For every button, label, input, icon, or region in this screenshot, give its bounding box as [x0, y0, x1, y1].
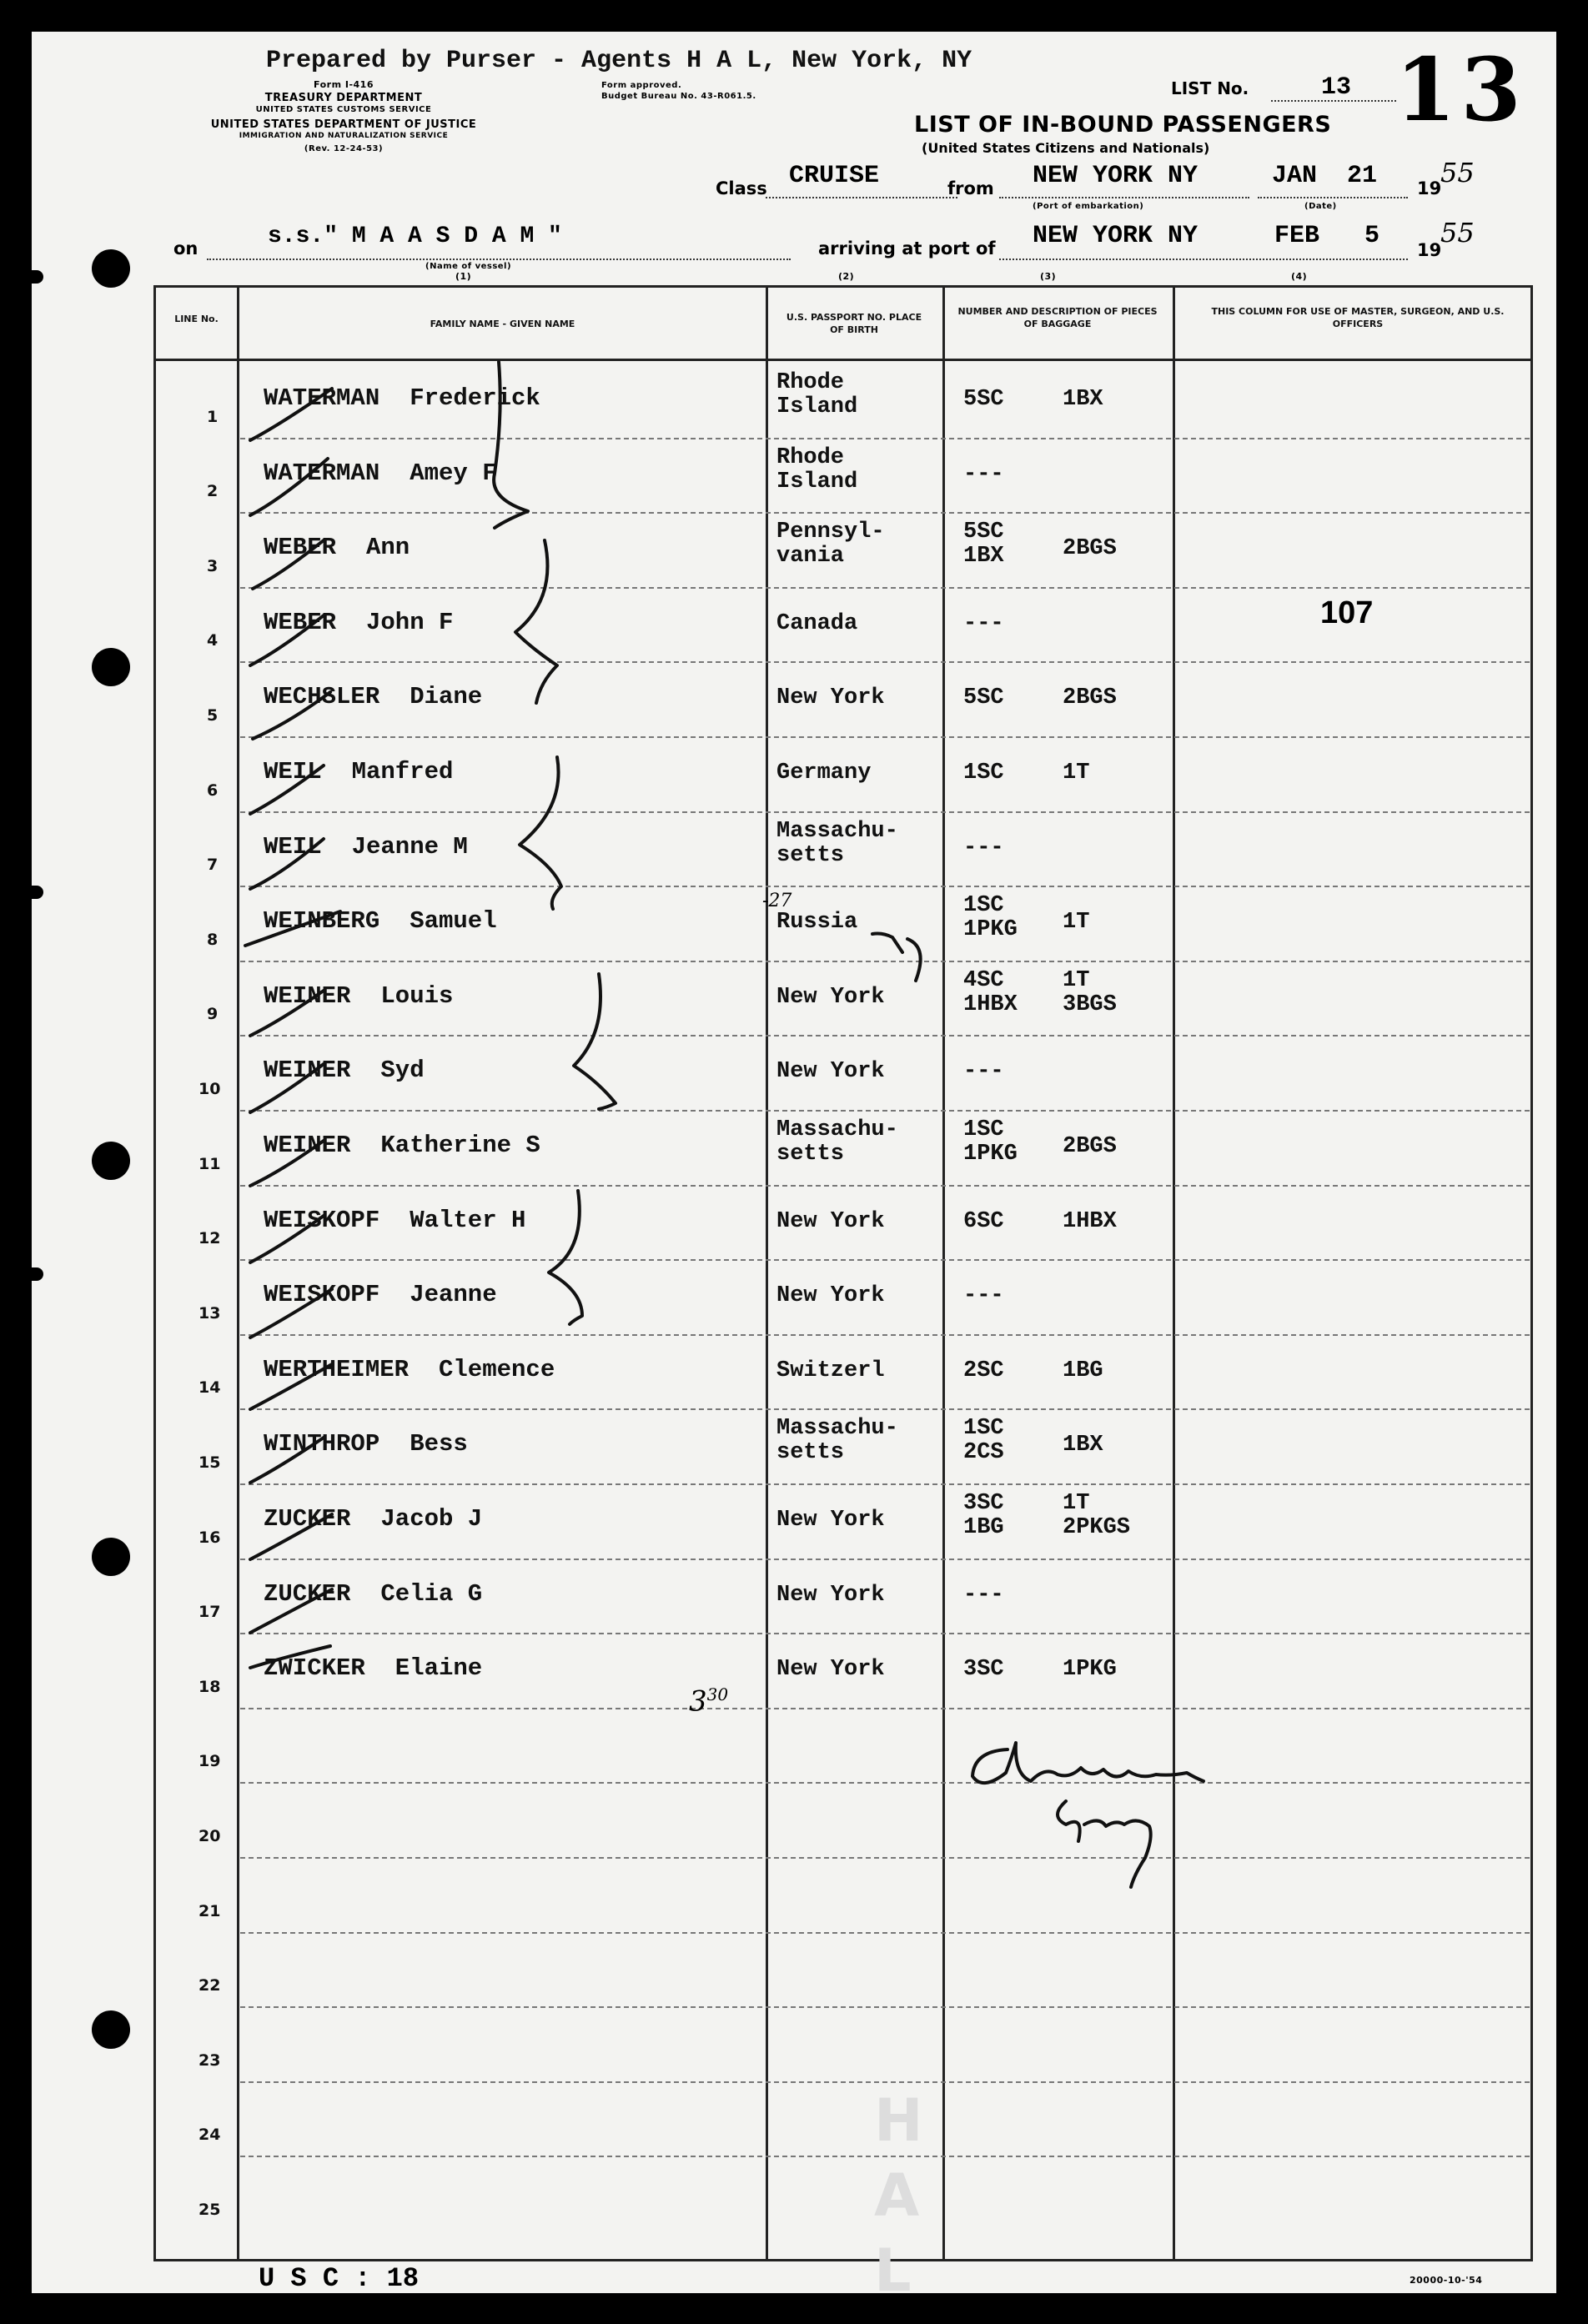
- baggage-secondary: 1PKG: [1063, 1657, 1117, 1683]
- baggage-primary: ---: [963, 1283, 1004, 1309]
- place-of-birth: New York: [776, 1283, 885, 1309]
- line-number: 25: [198, 2201, 221, 2219]
- given-name: Katherine S: [380, 1132, 540, 1159]
- family-name: WEISKOPF: [264, 1206, 380, 1234]
- vessel-caption: (Name of vessel): [425, 262, 512, 271]
- family-name: WATERMAN: [264, 384, 380, 412]
- baggage-secondary: 1T: [1063, 760, 1090, 786]
- row-separator: [240, 1259, 1530, 1261]
- embark-port: NEW YORK NY: [1033, 162, 1199, 190]
- ins-service: IMMIGRATION AND NATURALIZATION SERVICE: [239, 132, 449, 140]
- line-number: 16: [198, 1528, 221, 1547]
- line-number: 10: [198, 1080, 221, 1098]
- line-number: 2: [207, 482, 219, 501]
- baggage-primary: ---: [963, 835, 1004, 861]
- vessel-line: [207, 259, 791, 260]
- baggage-secondary: 1T 3BGS: [1063, 967, 1117, 1017]
- place-of-birth: New York: [776, 1582, 885, 1608]
- punch-hole: [92, 249, 130, 288]
- header-passport: U.S. PASSPORT NO. PLACE OF BIRTH: [786, 312, 922, 335]
- embark-caption: (Port of embarkation): [1033, 202, 1144, 211]
- given-name: Syd: [380, 1057, 425, 1085]
- given-name: Jeanne M: [351, 832, 468, 861]
- row-separator: [240, 811, 1530, 813]
- baggage-secondary: 1HBX: [1063, 1208, 1117, 1234]
- row-separator: [240, 2006, 1530, 2008]
- year-suffix: 55: [1440, 157, 1475, 188]
- given-name: Manfred: [351, 758, 454, 786]
- punch-hole: [92, 648, 130, 686]
- given-name: Louis: [380, 981, 454, 1010]
- row-separator: [240, 961, 1530, 962]
- baggage-secondary: 2BGS: [1063, 1134, 1117, 1159]
- treasury-dept: TREASURY DEPARTMENT: [264, 92, 423, 104]
- given-name: Jacob J: [380, 1505, 483, 1533]
- date-line: [1258, 197, 1408, 198]
- print-code: 20000-10-'54: [1410, 2275, 1483, 2286]
- place-of-birth: New York: [776, 1208, 885, 1234]
- from-line: [999, 197, 1249, 198]
- line-number: 9: [207, 1005, 219, 1024]
- baggage-primary: 4SC 1HBX: [963, 967, 1018, 1017]
- row-separator: [240, 661, 1530, 663]
- line-number: 13: [198, 1303, 221, 1323]
- line-number: 8: [207, 930, 219, 949]
- given-name: Jeanne: [410, 1281, 497, 1309]
- header-name: FAMILY NAME - GIVEN NAME: [430, 319, 575, 329]
- year2-suffix: 55: [1440, 217, 1475, 248]
- family-name: WEINER: [264, 981, 351, 1010]
- row-separator: [240, 1857, 1530, 1859]
- prepared-by: Prepared by Purser - Agents H A L, New York, NY: [266, 47, 972, 75]
- on-label: on: [173, 238, 198, 259]
- place-of-birth: Russia: [776, 910, 858, 936]
- line-number: 11: [198, 1154, 221, 1173]
- date-caption: (Date): [1304, 202, 1337, 211]
- col-divider: [237, 285, 239, 2261]
- baggage-primary: 5SC: [963, 387, 1004, 412]
- manifest-page: [32, 32, 1556, 2293]
- col-divider: [766, 285, 768, 2261]
- family-name: WEIL: [264, 758, 322, 786]
- arrival-port: NEW YORK NY: [1033, 222, 1199, 250]
- family-name: WINTHROP: [264, 1430, 380, 1458]
- margin-mark: [32, 886, 43, 899]
- year-prefix: 19: [1417, 178, 1442, 198]
- family-name: WEINER: [264, 1132, 351, 1159]
- row-separator: [240, 1932, 1530, 1934]
- line-number: 23: [198, 2050, 221, 2070]
- count-note: $3^{30}$: [689, 1684, 729, 1719]
- col-num-3: (3): [1040, 271, 1057, 282]
- line-number: 22: [198, 1976, 221, 1995]
- place-of-birth: Pennsyl- vania: [776, 520, 885, 570]
- given-name: Celia G: [380, 1579, 483, 1608]
- row-separator: [240, 1633, 1530, 1634]
- given-name: Diane: [410, 683, 483, 711]
- given-name: Elaine: [394, 1654, 483, 1683]
- place-of-birth: New York: [776, 685, 885, 711]
- given-name: Clemence: [439, 1355, 555, 1383]
- line-number: 17: [198, 1603, 221, 1622]
- line-number: 15: [198, 1453, 221, 1472]
- line-number: 3: [207, 556, 219, 575]
- usc-code: U S C : 18: [259, 2263, 420, 2293]
- line-number: 24: [198, 2126, 221, 2145]
- line-number: 12: [198, 1229, 221, 1248]
- russia-note: -27: [762, 891, 792, 911]
- place-of-birth: Massachu- setts: [776, 1416, 898, 1466]
- family-name: WEINBERG: [264, 907, 380, 936]
- given-name: Ann: [366, 534, 410, 562]
- col-divider: [942, 285, 945, 2261]
- place-of-birth: Rhode Island: [776, 370, 858, 419]
- row-separator: [240, 512, 1530, 514]
- family-name: ZUCKER: [264, 1505, 351, 1533]
- family-name: WEISKOPF: [264, 1281, 380, 1309]
- line-number: 6: [207, 781, 219, 800]
- budget-bureau: Budget Bureau No. 43-R061.5.: [601, 92, 756, 101]
- row-separator: [240, 438, 1530, 439]
- form-subtitle: (United States Citizens and Nationals): [922, 140, 1210, 156]
- baggage-primary: 2SC: [963, 1358, 1004, 1383]
- line-number: 4: [207, 631, 219, 650]
- col-num-4: (4): [1291, 271, 1308, 282]
- row-separator: [240, 587, 1530, 589]
- punch-hole: [92, 1142, 130, 1180]
- place-of-birth: New York: [776, 1657, 885, 1683]
- list-number-stamp: 13: [1395, 38, 1526, 141]
- baggage-primary: ---: [963, 461, 1004, 487]
- line-number: 7: [207, 856, 219, 875]
- vessel-name: s.s." M A A S D A M ": [268, 223, 562, 249]
- class-line: [766, 197, 957, 198]
- list-no-value: 13: [1321, 73, 1352, 102]
- place-of-birth: Massachu- setts: [776, 818, 898, 868]
- punch-hole: [92, 1538, 130, 1576]
- punch-hole: [92, 2010, 130, 2049]
- baggage-primary: 1SC: [963, 760, 1004, 786]
- margin-mark: [32, 1267, 43, 1281]
- place-of-birth: Switzerl: [776, 1358, 885, 1383]
- arrival-date: FEB 5: [1274, 222, 1380, 250]
- baggage-secondary: 2BGS: [1063, 536, 1117, 562]
- officer-note: 107: [1320, 595, 1374, 630]
- row-separator: [240, 1708, 1530, 1709]
- family-name: WATERMAN: [264, 459, 380, 487]
- baggage-secondary: 2BGS: [1063, 685, 1117, 711]
- row-separator: [240, 1559, 1530, 1560]
- header-baggage: NUMBER AND DESCRIPTION OF PIECES OF BAGGAGE: [957, 306, 1158, 329]
- margin-mark: [32, 270, 43, 284]
- family-name: WEINER: [264, 1057, 351, 1085]
- family-name: ZWICKER: [264, 1654, 365, 1683]
- row-separator: [240, 1334, 1530, 1336]
- family-name: WERTHEIMER: [264, 1355, 410, 1383]
- class-value: CRUISE: [789, 162, 880, 190]
- baggage-primary: 3SC: [963, 1657, 1004, 1683]
- baggage-secondary: 1T 2PKGS: [1063, 1491, 1131, 1540]
- baggage-primary: 1SC 1PKG: [963, 893, 1018, 943]
- given-name: Frederick: [410, 384, 540, 412]
- list-no-label: LIST No.: [1171, 78, 1249, 98]
- line-number: 18: [198, 1677, 221, 1696]
- header-rule: [153, 359, 1533, 361]
- customs-service: UNITED STATES CUSTOMS SERVICE: [255, 105, 432, 114]
- form-number: Form I-416: [314, 79, 374, 90]
- from-label: from: [947, 178, 994, 198]
- baggage-secondary: 1BX: [1063, 1433, 1103, 1458]
- row-separator: [240, 1110, 1530, 1112]
- year2-prefix: 19: [1417, 240, 1442, 260]
- family-name: WEIL: [264, 832, 322, 861]
- manifest-table: [153, 285, 1533, 2261]
- col-divider: [1173, 285, 1175, 2261]
- class-label: Class: [716, 178, 767, 198]
- place-of-birth: New York: [776, 1059, 885, 1085]
- baggage-secondary: 1BX: [1063, 387, 1103, 412]
- given-name: Amey F: [410, 459, 497, 487]
- baggage-secondary: 1BG: [1063, 1358, 1103, 1383]
- line-number: 5: [207, 706, 219, 725]
- given-name: Walter H: [410, 1206, 526, 1234]
- line-number: 21: [198, 1901, 221, 1920]
- family-name: WEBER: [264, 608, 337, 636]
- baggage-primary: 5SC 1BX: [963, 520, 1004, 570]
- given-name: John F: [366, 608, 454, 636]
- line-number: 1: [207, 407, 219, 426]
- baggage-primary: ---: [963, 1582, 1004, 1608]
- given-name: Bess: [410, 1430, 468, 1458]
- col-num-1: (1): [455, 271, 472, 282]
- line-number: 14: [198, 1378, 221, 1398]
- baggage-primary: 3SC 1BG: [963, 1491, 1004, 1540]
- row-separator: [240, 1483, 1530, 1485]
- place-of-birth: New York: [776, 984, 885, 1010]
- baggage-primary: ---: [963, 1059, 1004, 1085]
- row-separator: [240, 1185, 1530, 1187]
- faint-stamp: H A L: [874, 2086, 923, 2293]
- form-title: LIST OF IN-BOUND PASSENGERS: [914, 112, 1332, 138]
- col-num-2: (2): [838, 271, 855, 282]
- place-of-birth: New York: [776, 1508, 885, 1533]
- given-name: Samuel: [410, 907, 497, 936]
- embark-date: JAN 21: [1272, 162, 1378, 190]
- line-number: 20: [198, 1827, 221, 1845]
- row-separator: [240, 736, 1530, 738]
- baggage-primary: 6SC: [963, 1208, 1004, 1234]
- baggage-primary: 1SC 2CS: [963, 1416, 1004, 1466]
- baggage-primary: 5SC: [963, 685, 1004, 711]
- revision: (Rev. 12-24-53): [304, 144, 384, 153]
- row-separator: [240, 1782, 1530, 1784]
- form-approved: Form approved.: [601, 81, 682, 90]
- family-name: WECHSLER: [264, 683, 380, 711]
- row-separator: [240, 1408, 1530, 1410]
- baggage-secondary: 1T: [1063, 910, 1090, 936]
- arriving-label: arriving at port of: [818, 238, 996, 259]
- arrival-line: [999, 259, 1408, 260]
- baggage-primary: ---: [963, 610, 1004, 636]
- row-separator: [240, 886, 1530, 887]
- place-of-birth: Canada: [776, 610, 858, 636]
- line-number: 19: [198, 1752, 221, 1771]
- place-of-birth: Germany: [776, 760, 872, 786]
- baggage-primary: 1SC 1PKG: [963, 1117, 1018, 1167]
- family-name: WEBER: [264, 534, 337, 562]
- family-name: ZUCKER: [264, 1579, 351, 1608]
- header-officers: THIS COLUMN FOR USE OF MASTER, SURGEON, AND U.S. OFFICERS: [1211, 306, 1505, 329]
- justice-dept: UNITED STATES DEPARTMENT OF JUSTICE: [210, 118, 477, 131]
- header-line-no: LINE No.: [174, 314, 219, 324]
- place-of-birth: Rhode Island: [776, 444, 858, 494]
- row-separator: [240, 1035, 1530, 1037]
- place-of-birth: Massachu- setts: [776, 1117, 898, 1167]
